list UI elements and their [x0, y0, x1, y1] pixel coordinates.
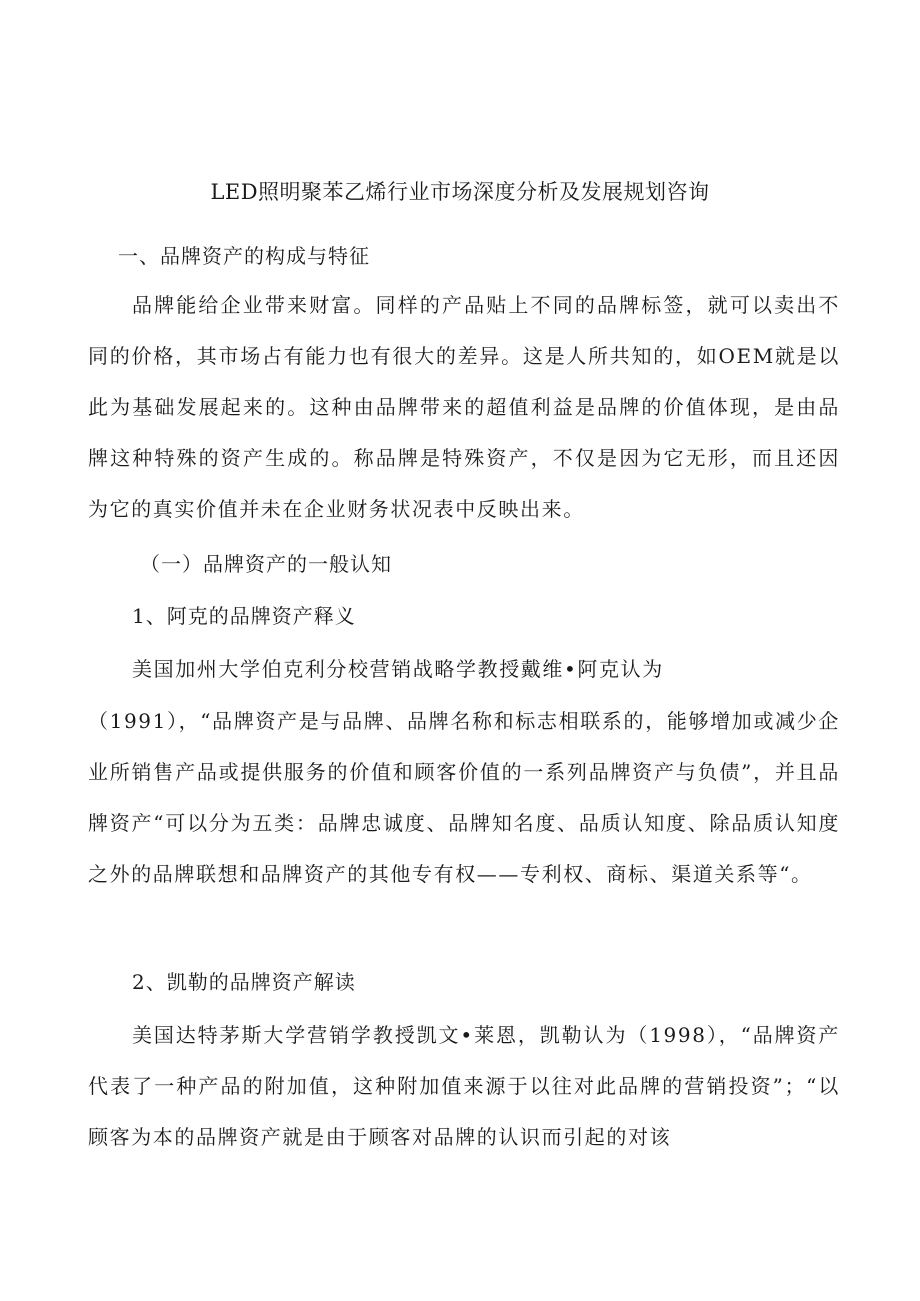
item-heading: 1、阿克的品牌资产释义: [132, 604, 356, 628]
body-paragraph: 美国达特茅斯大学营销学教授凯文•莱恩，凯勒认为（1998），“品牌资产代表了一种产品的附加值，这种附加值来源于以往对此品牌的营销投资”；“以顾客为本的品牌资产就是由于顾客对品牌的认识而引起的对该: [88, 1023, 840, 1149]
body-paragraph: 品牌能给企业带来财富。同样的产品贴上不同的品牌标签，就可以卖出不同的价格，其市场占有能力也有很大的差异。这是人所共知的，如OEM就是以此为基础发展起来的。这种由品牌带来的超值利益是品牌的价值体现，是由品牌这种特殊的资产生成的。称品牌是特殊资产，不仅是因为它无形，而且还因为它的真实价值并未在企业财务状况表中反映出来。: [88, 293, 840, 521]
subsection-heading: （一）品牌资产的一般认知: [140, 552, 392, 576]
document-title: LED照明聚苯乙烯行业市场深度分析及发展规划咨询: [210, 180, 710, 204]
section-heading: 一、品牌资产的构成与特征: [118, 244, 370, 268]
body-paragraph-line: 美国加州大学伯克利分校营销战略学教授戴维•阿克认为: [132, 657, 664, 681]
item-heading: 2、凯勒的品牌资产解读: [132, 970, 356, 994]
body-paragraph: （1991），“品牌资产是与品牌、品牌名称和标志相联系的，能够增加或减少企业所销售产品或提供服务的价值和顾客价值的一系列品牌资产与负债”，并且品牌资产“可以分为五类：品牌忠诚度、品牌知名度、品质认知度、除品质认知度之外的品牌联想和品牌资产的其他专有权——专利权、商标、渠道关系等“。: [88, 709, 840, 886]
